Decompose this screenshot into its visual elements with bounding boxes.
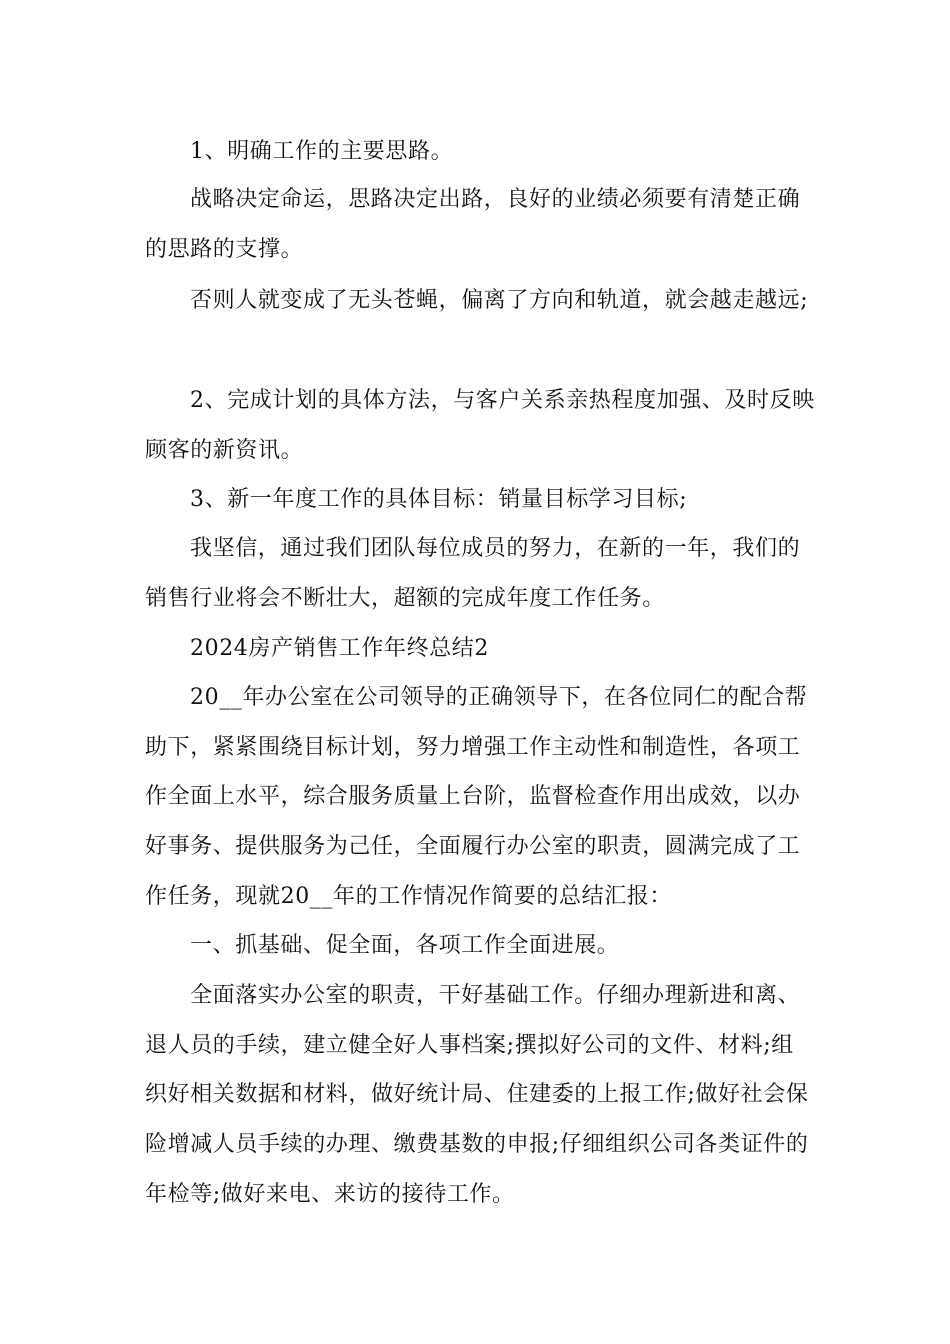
text-line: 顾客的新资讯。	[145, 438, 304, 463]
text-line: 好事务、提供服务为己任，全面履行办公室的职责，圆满完成了工	[145, 834, 801, 859]
text-line: 的思路的支撑。	[145, 237, 304, 262]
text-line: 作任务，现就20__年的工作情况作简要的总结汇报：	[145, 884, 672, 909]
text-line: 织好相关数据和材料，做好统计局、住建委的上报工作;做好社会保	[145, 1082, 809, 1107]
text-line: 作全面上水平，综合服务质量上台阶，监督检查作用出成效，以办	[145, 784, 801, 809]
text-line: 2、完成计划的具体方法，与客户关系亲热程度加强、及时反映	[190, 388, 815, 413]
text-line: 助下，紧紧围绕目标计划，努力增强工作主动性和制造性，各项工	[145, 735, 801, 760]
text-line: 否则人就变成了无头苍蝇，偏离了方向和轨道，就会越走越远;	[190, 288, 809, 313]
text-line: 险增减人员手续的办理、缴费基数的申报;仔细组织公司各类证件的	[145, 1132, 809, 1157]
text-line: 战略决定命运，思路决定出路，良好的业绩必须要有清楚正确	[190, 187, 801, 212]
text-line: 我坚信，通过我们团队每位成员的努力，在新的一年，我们的	[190, 536, 801, 561]
text-line: 1、明确工作的主要思路。	[190, 139, 454, 164]
text-line: 20__年办公室在公司领导的正确领导下，在各位同仁的配合帮	[190, 685, 808, 710]
text-line: 3、新一年度工作的具体目标：销量目标学习目标;	[190, 487, 688, 512]
section-heading: 一、抓基础、促全面，各项工作全面进展。	[190, 933, 620, 958]
section-title: 2024房产销售工作年终总结2	[190, 636, 489, 661]
text-line: 年检等;做好来电、来访的接待工作。	[145, 1182, 515, 1207]
text-line: 退人员的手续，建立健全好人事档案;撰拟好公司的文件、材料;组	[145, 1033, 794, 1058]
text-line: 销售行业将会不断壮大，超额的完成年度工作任务。	[145, 586, 665, 611]
text-line: 全面落实办公室的职责，干好基础工作。仔细办理新进和离、	[190, 983, 801, 1008]
